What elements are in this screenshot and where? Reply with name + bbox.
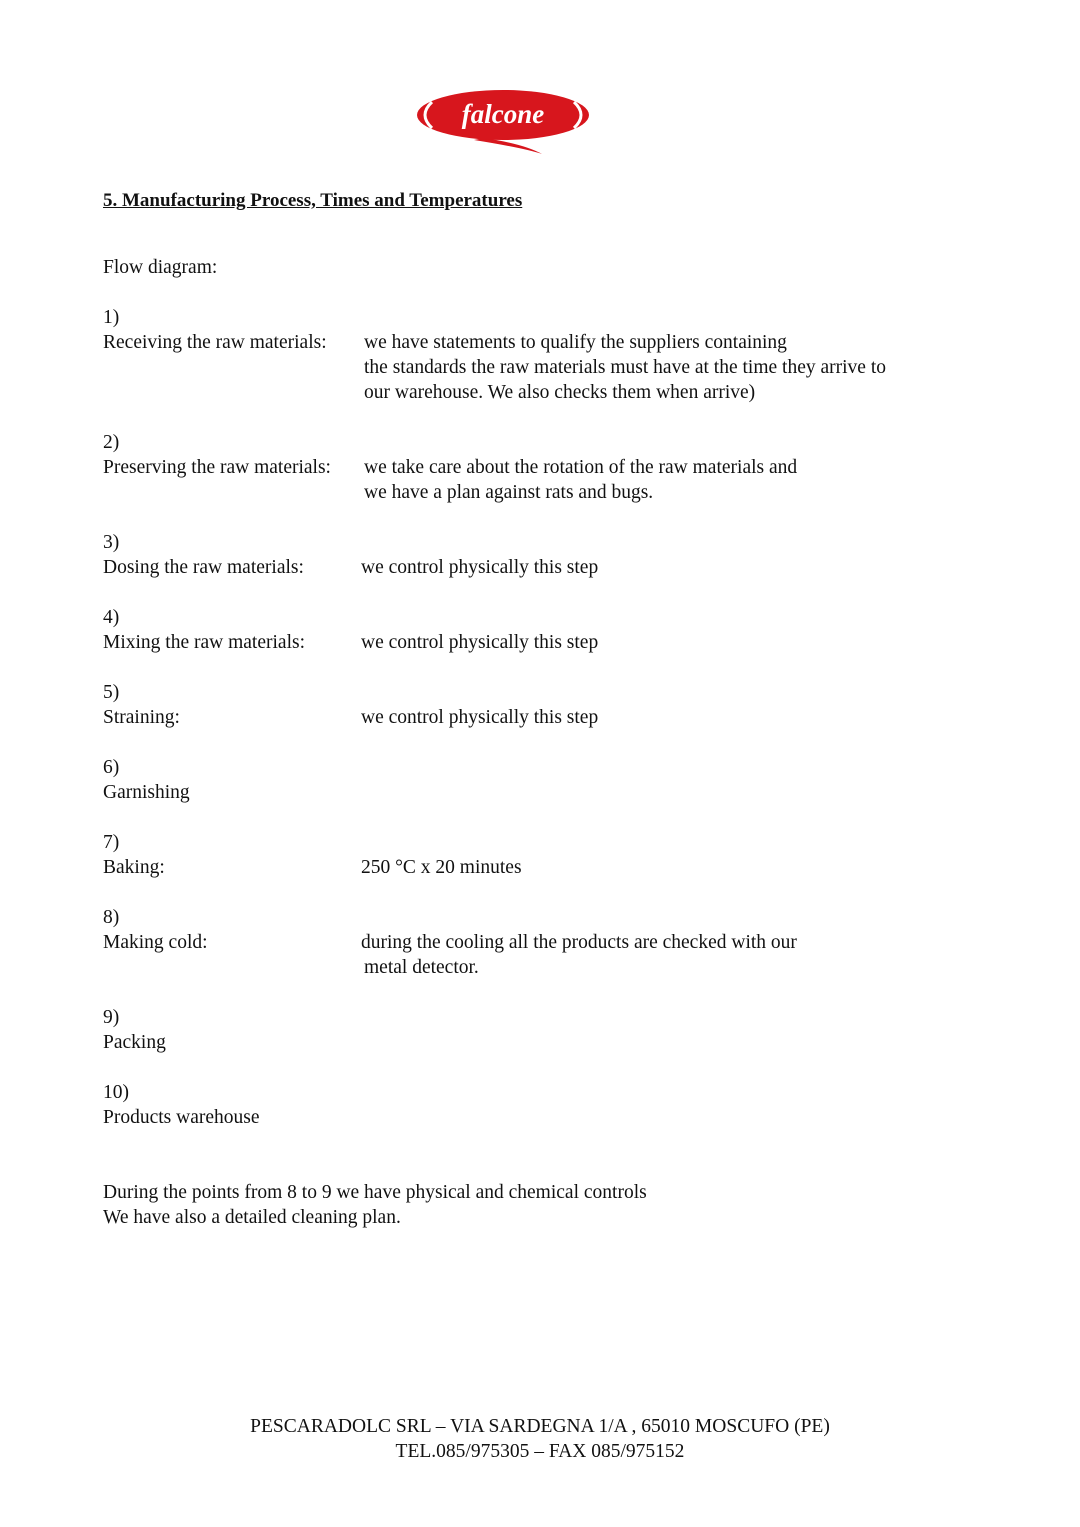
step-label: Preserving the raw materials: [103,457,331,478]
step-label: Straining: [103,707,180,728]
footer-phone: TEL.085/975305 – FAX 085/975152 [395,1441,685,1462]
step-description: we take care about the rotation of the raw materials and [364,457,798,478]
step-description: our warehouse. We also checks them when arrive) [364,382,756,403]
step-description: we control physically this step [361,632,599,653]
step-label: Dosing the raw materials: [103,557,304,578]
step-label: Garnishing [103,782,190,803]
svg-text:falcone: falcone [461,99,545,129]
step-number: 3) [103,532,120,553]
falcone-logo [414,88,592,160]
step-description: the standards the raw materials must have at the time they arrive to [364,357,886,378]
step-label: Products warehouse [103,1107,260,1128]
step-description: metal detector. [364,957,479,978]
step-number: 1) [103,307,120,328]
footer-address: PESCARADOLC SRL – VIA SARDEGNA 1/A , 65010 MOSCUFO (PE) [250,1416,830,1437]
flow-diagram-label: Flow diagram: [103,257,218,278]
step-number: 7) [103,832,120,853]
step-label: Baking: [103,857,165,878]
step-label: Receiving the raw materials: [103,332,327,353]
section-heading: 5. Manufacturing Process, Times and Temperatures [103,190,523,211]
step-label: Packing [103,1032,166,1053]
step-description: during the cooling all the products are checked with our [361,932,797,953]
step-number: 6) [103,757,120,778]
step-number: 5) [103,682,120,703]
step-number: 9) [103,1007,120,1028]
closing-line: We have also a detailed cleaning plan. [103,1207,401,1228]
step-description: we have a plan against rats and bugs. [364,482,654,503]
closing-line: During the points from 8 to 9 we have physical and chemical controls [103,1182,647,1203]
step-description: we control physically this step [361,557,599,578]
step-description: 250 °C x 20 minutes [361,857,522,878]
step-number: 2) [103,432,120,453]
step-label: Making cold: [103,932,208,953]
step-number: 8) [103,907,120,928]
step-description: we control physically this step [361,707,599,728]
step-label: Mixing the raw materials: [103,632,305,653]
step-number: 4) [103,607,120,628]
step-description: we have statements to qualify the suppliers containing [364,332,787,353]
step-number: 10) [103,1082,129,1103]
